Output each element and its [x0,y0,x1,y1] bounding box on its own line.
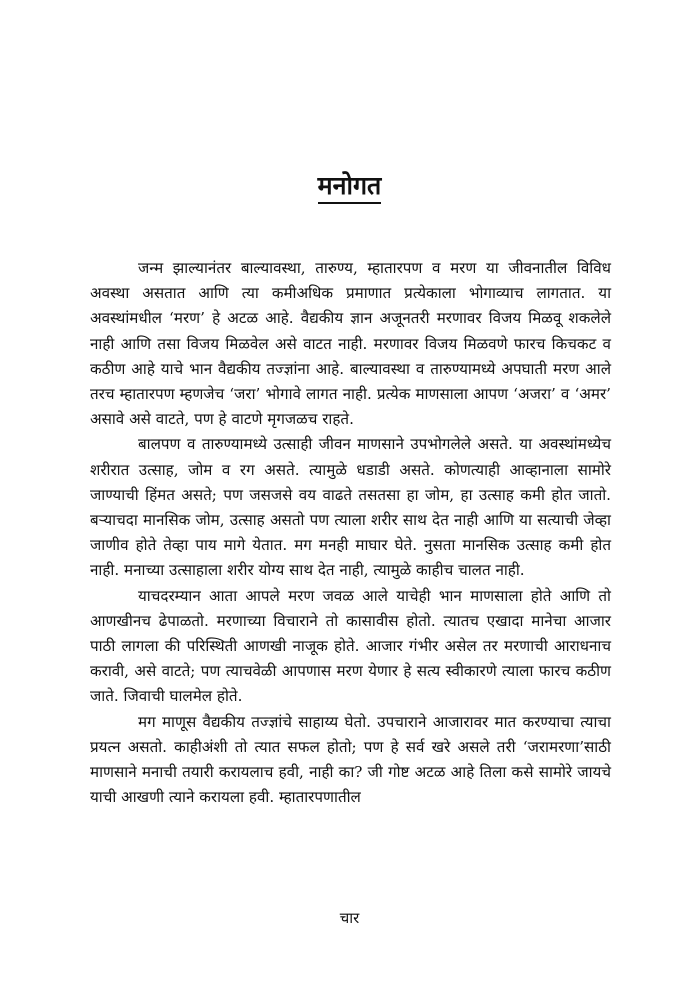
body-text [90,256,611,810]
paragraph-1: जन्म झाल्यानंतर बाल्यावस्था, तारुण्य, म्हातारपण व मरण या जीवनातील विविध अवस्था असतात आणि त्या कमीअधिक प्रमाणात प्रत्येकाला भोगाव्याच लागतात. या अवस्थांमधील ‘मरण’ हे अटळ आहे. वैद्यकीय ज्ञान अजूनतरी मरणावर विजय मिळवू शकलेले नाही आणि तसा विजय मिळवेल असे वाटत नाही. मरणावर विजय मिळवणे फारच किचकट व कठीण आहे याचे भान वैद्यकीय तज्ज्ञांना आहे. बाल्यावस्था व तारुण्यामध्ये अपघाती मरण आले तरच म्हातारपण म्हणजेच ‘जरा’ भोगावे लागत नाही. प्रत्येक माणसाला आपण ‘अजरा’ व ‘अमर’ असावे असे वाटते, पण हे वाटणे मृगजळच राहते. [90,259,611,429]
page-title-text: मनोगत [318,171,382,204]
page-number: चार [339,909,360,927]
paragraph-3: याचदरम्यान आता आपले मरण जवळ आले याचेही भान माणसाला होते आणि तो आणखीनच ढेपाळतो. मरणाच्या विचाराने तो कासावीस होतो. त्यातच एखादा मानेचा आजार पाठी लागला की परिस्थिती आणखी नाजूक होते. आजार गंभीर असेल तर मरणाची आराधनाच करावी, असे वाटते; पण त्याचवेळी आपणास मरण येणार हे सत्य स्वीकारणे त्याला फारच कठीण जाते. जिवाची घालमेल होते. [90,586,611,706]
paragraph-4: मग माणूस वैद्यकीय तज्ज्ञांचे साहाय्य घेतो. उपचाराने आजारावर मात करण्याचा त्याचा प्रयत्न असतो. काहीअंशी तो त्यात सफल होतो; पण हे सर्व खरे असले तरी ‘जरामरणा’साठी माणसाने मनाची तयारी करायलाच हवी, नाही का? जी गोष्ट अटळ आहे तिला कसे सामोरे जायचे याची आखणी त्याने करायला हवी. म्हातारपणातील [90,712,611,807]
page-title [0,168,699,202]
paragraph-2: बालपण व तारुण्यामध्ये उत्साही जीवन माणसाने उपभोगलेले असते. या अवस्थांमध्येच शरीरात उत्साह, जोम व रग असते. त्यामुळे धडाडी असते. कोणत्याही आव्हानाला सामोरे जाण्याची हिंमत असते; पण जसजसे वय वाढते तसतसा हा जोम, हा उत्साह कमी होत जातो. बऱ्याचदा मानसिक जोम, उत्साह असतो पण त्याला शरीर साथ देत नाही आणि या सत्याची जेव्हा जाणीव होते तेव्हा पाय मागे येतात. मग मनही माघार घेते. नुसता मानसिक उत्साह कमी होत नाही. मनाच्या उत्साहाला शरीर योग्य साथ देत नाही, त्यामुळे काहीच चालत नाही. [90,435,611,580]
